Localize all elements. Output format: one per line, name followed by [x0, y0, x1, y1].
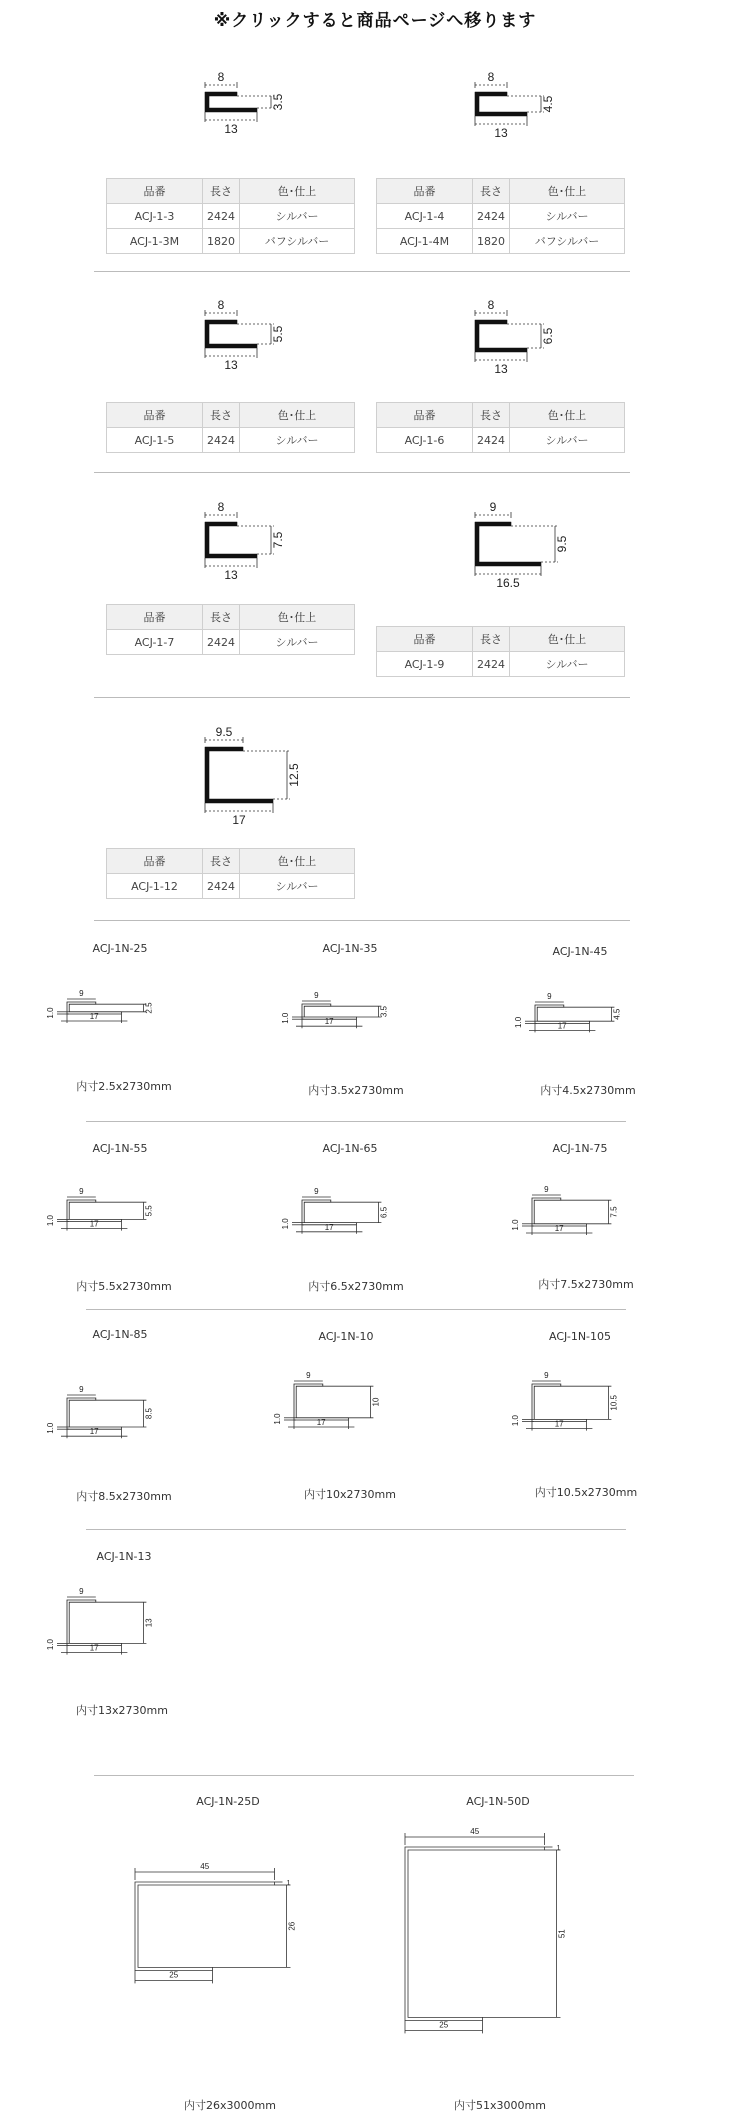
dim-side-label: 5.5	[144, 1205, 154, 1217]
profile-drawing[interactable]	[390, 1825, 620, 2095]
dim-thick-label: 1.0	[281, 1218, 290, 1230]
dim-top-label: 8	[217, 298, 225, 312]
dim-top-label: 9	[306, 1371, 311, 1380]
profile-drawing[interactable]	[281, 1187, 440, 1258]
caption: 内寸4.5x2730mm	[540, 1084, 636, 1097]
dim-top-label: 9	[489, 500, 497, 514]
spec-table: 品番 長さ 色･仕上 ACJ-1-4 2424 シルバー ACJ-1-4M 1820 バフシルバー	[376, 178, 625, 254]
profile-drawing[interactable]	[511, 1185, 670, 1258]
divider	[86, 1121, 626, 1122]
dim-bottom-label: 13	[494, 126, 508, 140]
table-row[interactable]: ACJ-1-3M 1820 バフシルバー	[107, 229, 355, 254]
dim-bottom-label: 17	[89, 1427, 99, 1437]
caption: 内寸5.5x2730mm	[76, 1280, 172, 1293]
dim-side-label: 3.5	[271, 93, 285, 111]
profile-drawing[interactable]	[46, 1385, 205, 1466]
profile-drawing[interactable]	[193, 298, 303, 388]
profile-shape	[475, 92, 527, 116]
dim-thick-label: 1.0	[281, 1012, 290, 1024]
profile-shape	[205, 92, 257, 112]
table-row[interactable]: ACJ-1-3 2424 シルバー	[107, 204, 355, 229]
spec-table: 品番 長さ 色･仕上 ACJ-1-12 2424 シルバー	[106, 848, 355, 899]
product-code: ACJ-1N-75	[552, 1142, 608, 1155]
spec-table: 品番 長さ 色･仕上 ACJ-1-3 2424 シルバー ACJ-1-3M 1820 バフシルバー	[106, 178, 355, 254]
divider	[94, 472, 630, 473]
dim-bottom-label: 17	[324, 1222, 334, 1232]
dim-side-label: 6.5	[379, 1206, 389, 1218]
profile-shape	[302, 1200, 356, 1225]
dim-bottom-label: 17	[554, 1419, 564, 1429]
profile-drawing[interactable]	[281, 991, 440, 1057]
profile-drawing[interactable]	[193, 725, 303, 835]
dim-side-label: 7.5	[609, 1206, 619, 1218]
dim-top-label: 9	[544, 1185, 549, 1194]
dim-side-label: 2.5	[144, 1002, 154, 1014]
profile-drawing[interactable]	[193, 70, 303, 160]
divider	[94, 697, 630, 698]
product-code: ACJ-1N-55	[92, 1142, 148, 1155]
dim-thick-label: 1.0	[46, 1639, 55, 1651]
table-row[interactable]: ACJ-1-7 2424 シルバー	[107, 630, 355, 655]
product-code: ACJ-1N-35	[322, 942, 378, 955]
dim-bottom-label: 25	[439, 2020, 449, 2030]
dim-top-label: 9	[544, 1371, 549, 1380]
product-code: ACJ-1N-25D	[196, 1795, 260, 1808]
caption: 内寸10.5x2730mm	[534, 1486, 638, 1499]
divider	[86, 1309, 626, 1310]
product-code: ACJ-1N-10	[318, 1330, 374, 1343]
dim-bottom-label: 17	[89, 1643, 99, 1653]
spec-table: 品番 長さ 色･仕上 ACJ-1-6 2424 シルバー	[376, 402, 625, 453]
dim-bottom-label: 17	[316, 1418, 326, 1427]
product-code: ACJ-1N-65	[322, 1142, 378, 1155]
dim-bottom-label: 17	[554, 1224, 564, 1233]
dim-side-label: 10.5	[609, 1395, 619, 1411]
profile-shape	[67, 1600, 121, 1646]
dim-top-label: 45	[200, 1862, 210, 1871]
caption: 内寸51x3000mm	[454, 2099, 546, 2112]
product-code: ACJ-1N-13	[96, 1550, 152, 1563]
dim-side-label: 3.5	[379, 1006, 389, 1018]
dim-side-label: 13	[144, 1618, 154, 1628]
dim-top-label: 8	[217, 70, 225, 84]
divider	[94, 1775, 634, 1776]
spec-table: 品番 長さ 色･仕上 ACJ-1-5 2424 シルバー	[106, 402, 355, 453]
dim-side-label: 7.5	[271, 531, 285, 549]
dim-thick-label: 1.0	[514, 1016, 523, 1028]
dim-top-label: 9	[79, 1587, 84, 1596]
caption: 内寸7.5x2730mm	[538, 1278, 634, 1291]
dim-side-label: 10	[371, 1397, 381, 1407]
dim-thick-label: 1.0	[511, 1415, 520, 1427]
profile-drawing[interactable]	[46, 989, 205, 1055]
profile-drawing[interactable]	[511, 1371, 670, 1466]
dim-side-label: 26	[287, 1921, 297, 1931]
dim-side-label: 9.5	[555, 535, 569, 553]
dim-bottom-label: 16.5	[496, 576, 520, 590]
product-code: ACJ-1N-85	[92, 1328, 148, 1341]
table-row[interactable]: ACJ-1-6 2424 シルバー	[377, 428, 625, 453]
dim-thick-label: 1.0	[511, 1219, 520, 1231]
profile-shape	[532, 1198, 586, 1226]
dim-thick-label: 1.0	[273, 1413, 282, 1425]
profile-drawing[interactable]	[463, 298, 573, 388]
divider	[86, 1529, 626, 1530]
dim-bottom-label: 13	[224, 568, 238, 582]
dim-top-label: 8	[487, 298, 495, 312]
divider	[94, 271, 630, 272]
table-row[interactable]: ACJ-1-4M 1820 バフシルバー	[377, 229, 625, 254]
dim-bottom-label: 13	[494, 362, 508, 376]
dim-bottom-label: 13	[224, 358, 238, 372]
dim-top-label: 9	[314, 1187, 319, 1196]
profile-drawing[interactable]	[46, 1587, 205, 1688]
dim-top-label: 9	[79, 1187, 84, 1196]
dim-top-label: 9	[314, 991, 319, 1000]
dim-bottom-label: 13	[224, 122, 238, 136]
table-row[interactable]: ACJ-1-12 2424 シルバー	[107, 874, 355, 899]
profile-drawing[interactable]	[120, 1860, 350, 2020]
dim-top-label: 9	[547, 992, 552, 1001]
profile-shape	[405, 1847, 545, 2020]
table-row[interactable]: ACJ-1-4 2424 シルバー	[377, 204, 625, 229]
profile-shape	[135, 1882, 275, 1970]
caption: 内寸10x2730mm	[304, 1488, 396, 1501]
caption: 内寸13x2730mm	[76, 1704, 168, 1717]
profile-shape	[294, 1384, 348, 1420]
profile-drawing[interactable]	[463, 500, 573, 590]
dim-bottom-label: 17	[89, 1219, 99, 1229]
dim-top-label: 9	[79, 1385, 84, 1394]
dim-side-label: 6.5	[541, 327, 555, 345]
table-row[interactable]: ACJ-1-9 2424 シルバー	[377, 652, 625, 677]
profile-shape	[205, 522, 257, 558]
profile-drawing[interactable]	[46, 1187, 205, 1258]
page-header-note: ※クリックすると商品ページへ移ります	[213, 11, 537, 31]
dim-top-label: 9	[79, 989, 84, 998]
divider	[94, 920, 630, 921]
dim-side-label: 4.5	[541, 95, 555, 113]
caption: 内寸26x3000mm	[184, 2099, 276, 2112]
profile-shape	[532, 1384, 586, 1422]
dim-top-label: 8	[487, 70, 495, 84]
dim-thick-label: 1.0	[46, 1215, 55, 1227]
dim-side-label: 51	[557, 1929, 567, 1939]
dim-side-label: 8.5	[144, 1408, 154, 1420]
dim-side-label: 4.5	[612, 1008, 622, 1020]
dim-bottom-label: 25	[169, 1970, 179, 1980]
profile-drawing[interactable]	[193, 500, 303, 590]
dim-bottom-label: 17	[232, 813, 246, 827]
profile-shape	[475, 522, 541, 566]
dim-top-label: 9.5	[215, 725, 233, 739]
dim-top-label: 8	[217, 500, 225, 514]
profile-shape	[205, 747, 273, 803]
dim-top-label: 45	[470, 1827, 480, 1836]
product-code: ACJ-1N-25	[92, 942, 148, 955]
product-code: ACJ-1N-50D	[466, 1795, 530, 1808]
dim-side-label: 5.5	[271, 325, 285, 343]
profile-drawing[interactable]	[514, 992, 673, 1058]
caption: 内寸8.5x2730mm	[76, 1490, 172, 1503]
profile-shape	[475, 320, 527, 352]
profile-drawing[interactable]	[463, 70, 573, 160]
dim-bottom-label: 17	[324, 1017, 334, 1027]
caption: 内寸2.5x2730mm	[76, 1080, 172, 1093]
profile-shape	[67, 1200, 121, 1222]
spec-table: 品番 長さ 色･仕上 ACJ-1-9 2424 シルバー	[376, 626, 625, 677]
table-row[interactable]: ACJ-1-5 2424 シルバー	[107, 428, 355, 453]
caption: 内寸3.5x2730mm	[308, 1084, 404, 1097]
dim-thick-label: 1	[556, 1845, 561, 1852]
dim-side-label: 12.5	[287, 763, 301, 787]
dim-thick-label: 1	[286, 1880, 291, 1887]
dim-thick-label: 1.0	[46, 1422, 55, 1434]
dim-bottom-label: 17	[557, 1021, 567, 1031]
spec-table: 品番 長さ 色･仕上 ACJ-1-7 2424 シルバー	[106, 604, 355, 655]
caption: 内寸6.5x2730mm	[308, 1280, 404, 1293]
dim-thick-label: 1.0	[46, 1007, 55, 1019]
product-code: ACJ-1N-105	[548, 1330, 612, 1343]
dim-bottom-label: 17	[89, 1012, 99, 1021]
profile-shape	[67, 1398, 121, 1429]
profile-drawing[interactable]	[273, 1371, 432, 1466]
product-code: ACJ-1N-45	[552, 945, 608, 958]
